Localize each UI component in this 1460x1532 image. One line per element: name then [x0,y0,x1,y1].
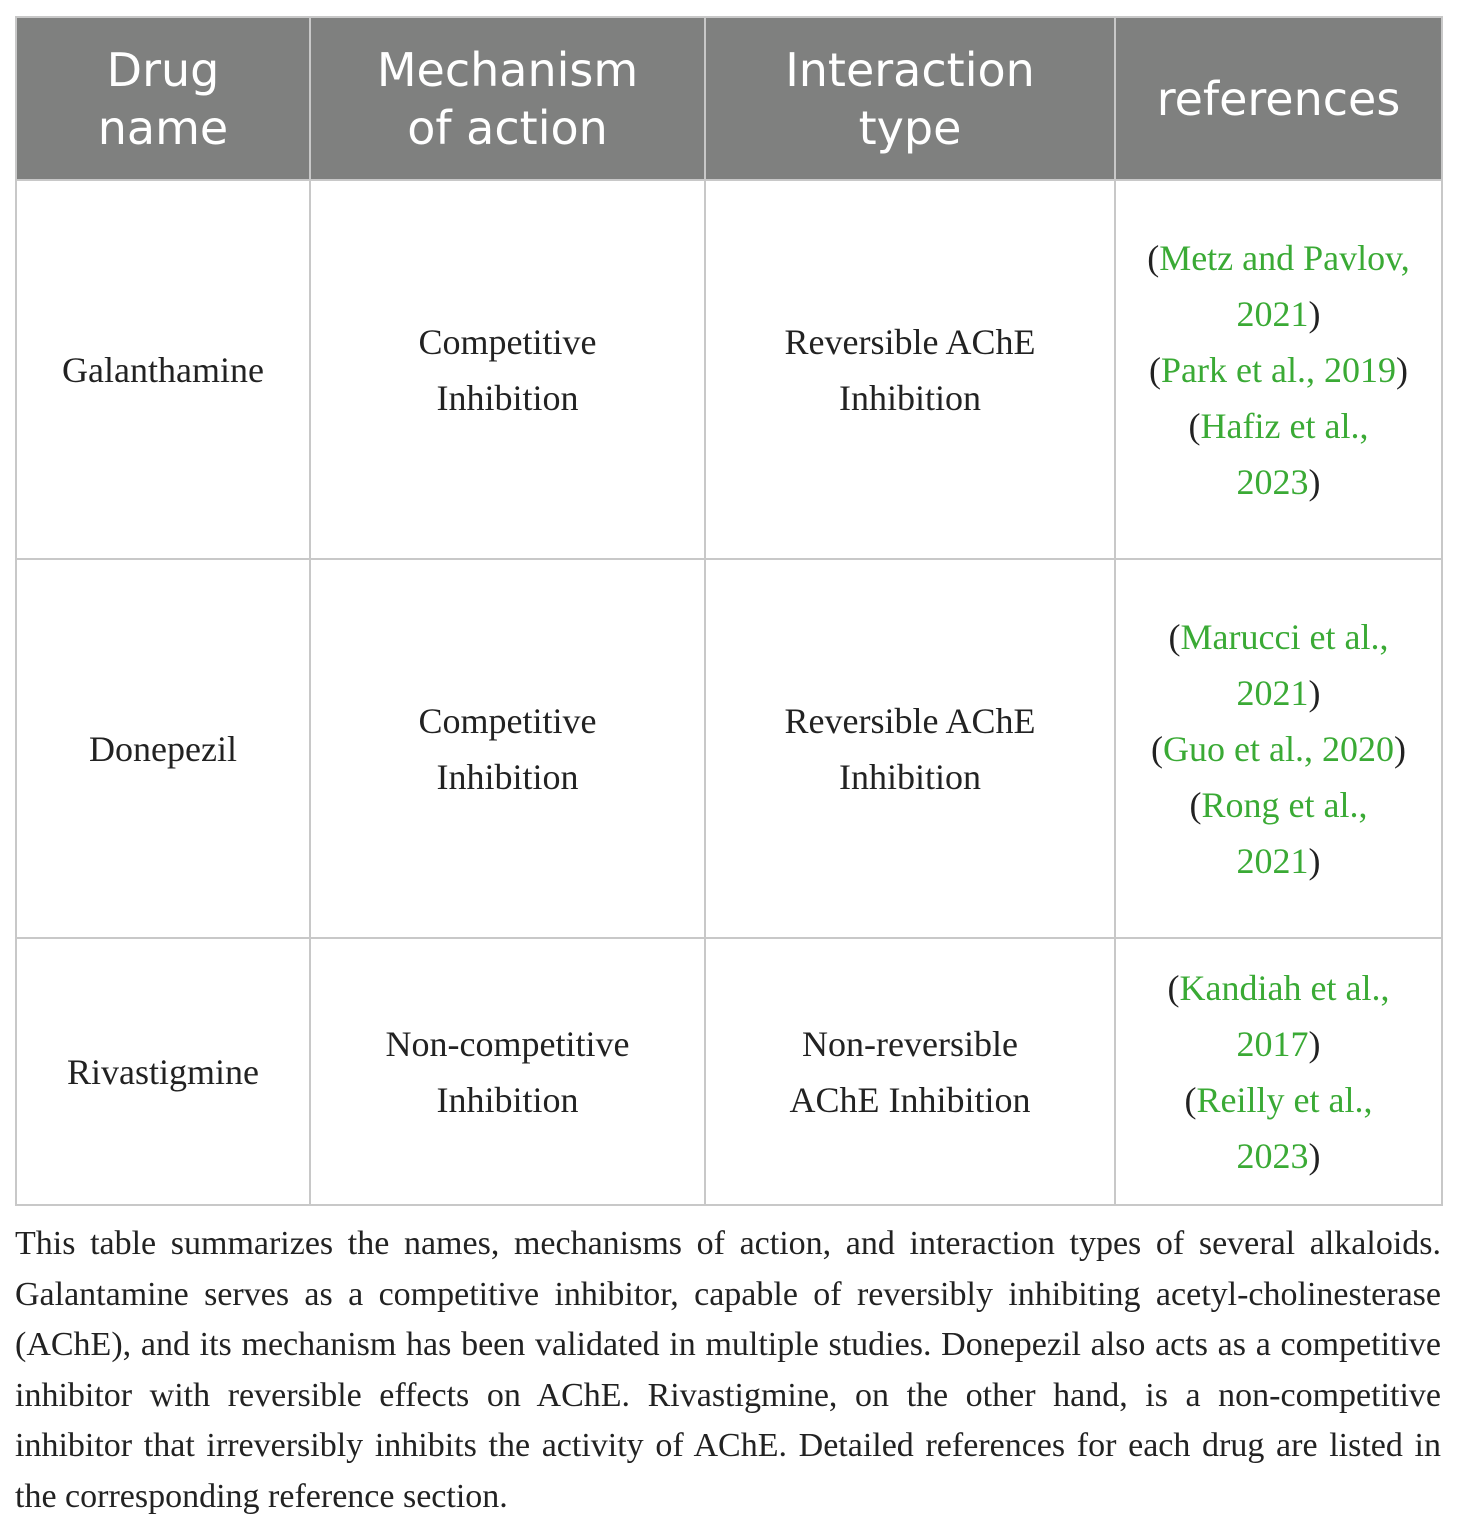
table-row [16,180,1442,559]
interaction-cell: Reversible AChE Inhibition [705,180,1115,559]
reference-entry: (Park et al., 2019) [1149,349,1408,390]
drug-name-cell: Donepezil [16,559,310,938]
header-references: references [1115,17,1442,180]
references-cell [1115,180,1442,559]
reference-link[interactable]: Park et al., 2019 [1161,349,1396,390]
reference-link[interactable]: Rong et al., 2021 [1201,784,1368,881]
reference-entry: (Marucci et al., 2021) [1168,616,1389,713]
references-cell [1115,938,1442,1205]
table-row [16,938,1442,1205]
reference-entry: (Rong et al., 2021) [1189,784,1368,881]
references-cell [1115,559,1442,938]
drug-name-cell: Rivastigmine [16,938,310,1205]
drug-table-container [15,16,1441,1206]
reference-link[interactable]: Metz and Pavlov, 2021 [1159,237,1410,334]
table-caption: This table summarizes the names, mechanisms of action, and interaction types of several alkaloids. Galantamine serves as a competitive inhibitor, capable of reversibly inhibiting acetyl-cholinesterase (AChE), and its mechanism has been validated in multiple studies. Donepezil also acts as a competitive inhibitor with reversible effects on AChE. Rivastigmine, on the other hand, is a non-competitive inhibitor that irreversibly inhibits the activity of AChE. Detailed references for each drug are listed in the corresponding reference section. [15,1225,1441,1515]
reference-entry: (Kandiah et al., 2017) [1167,967,1390,1064]
reference-link[interactable]: Marucci et al., 2021 [1180,616,1389,713]
mechanism-cell: Non-competitive Inhibition [310,938,705,1205]
reference-link[interactable]: Hafiz et al., 2023 [1200,405,1369,502]
interaction-cell: Reversible AChE Inhibition [705,559,1115,938]
reference-entry: (Hafiz et al., 2023) [1188,405,1369,502]
reference-entry: (Guo et al., 2020) [1151,728,1406,769]
interaction-cell: Non-reversible AChE Inhibition [705,938,1115,1205]
drug-table [15,16,1443,1206]
reference-link[interactable]: Kandiah et al., 2017 [1179,967,1390,1064]
reference-link[interactable]: Guo et al., 2020 [1163,728,1394,769]
reference-entry: (Reilly et al., 2023) [1184,1079,1373,1176]
table-header-row [16,17,1442,180]
header-interaction-type: Interaction type [705,17,1115,180]
reference-link[interactable]: Reilly et al., 2023 [1196,1079,1373,1176]
mechanism-cell: Competitive Inhibition [310,559,705,938]
header-drug-name: Drug name [16,17,310,180]
mechanism-cell: Competitive Inhibition [310,180,705,559]
drug-name-cell: Galanthamine [16,180,310,559]
reference-entry: (Metz and Pavlov, 2021) [1147,237,1410,334]
header-mechanism: Mechanism of action [310,17,705,180]
table-row [16,559,1442,938]
